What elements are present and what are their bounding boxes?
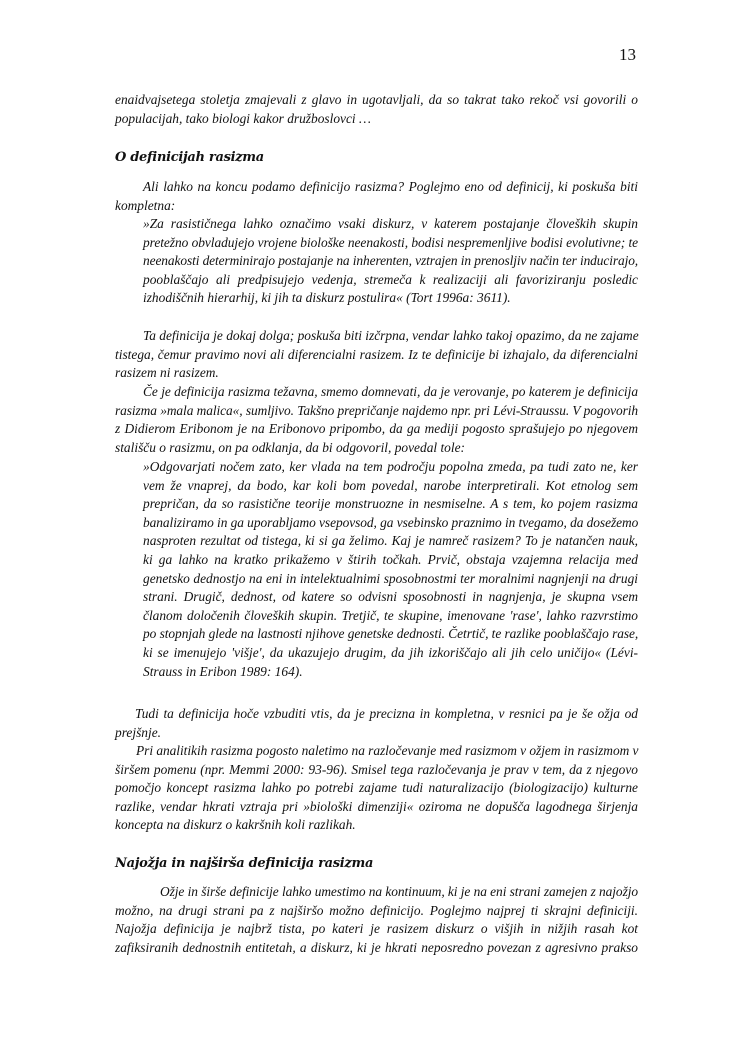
quote-line: strani. Drugič, dednost, od katere so odvisni sposobnosti in nagnjenja, je skupna vsem [143, 589, 638, 605]
paragraph-line: rasizem ni rasizem. [115, 365, 219, 381]
quote-line: Strauss in Eribon 1989: 164). [143, 663, 303, 679]
paragraph-line: razlike, vendar hkrati vztraja pri »biološki dimenziji« oziroma ne dopušča lagodnega širjenja [115, 798, 638, 814]
paragraph-line: Najožja definicija je najbrž tista, po kateri je rasizem diskurz o višjih in nižjih rasah kot [115, 921, 638, 937]
paragraph-line: rasizma »mala malica«, sumljivo. Takšno prepričanje najdemo npr. pri Lévi-Straussu. V pogovorih [115, 402, 638, 418]
quote-line: pretežno obvladujejo vrojene biološke neenakosti, bodisi nespremenljive bodisi evolutivne; te [143, 234, 639, 250]
quote-line: ki ga lahko na kratko prikažemo v štirih točkah. Prvič, obstaja vzajemna relacija med [143, 552, 638, 567]
section-heading: Najožja in najširša definicija rasizma [115, 856, 374, 871]
paragraph-line: prejšnje. [115, 724, 161, 740]
quote-line: banaliziramo in ga uporabljamo vsepovsod, ga vsebinsko praznimo in tvegamo, da dosežemo [143, 514, 639, 530]
quote-line: nasproten rezultat od tistega, ki si ga želimo. Kaj je namreč rasizem? To je natančen nauk, [143, 533, 638, 549]
paragraph-line: stališču o rasizmu, on pa odklanja, da bi odgovoril, povedal tole: [115, 439, 465, 455]
quote-line: pooblaščajo ali predpisujejo vedenja, stremeča k realizaciji ali favoriziranju posledic [143, 271, 638, 287]
paragraph-line: kompletna: [115, 197, 176, 213]
paragraph-line: z Didierom Eribonom je na Eribonovo pripombo, da ga mediji pogosto sprašujejo po njegovem [115, 421, 638, 437]
paragraph-line: Pri analitikih rasizma pogosto naletimo na razločevanje med rasizmom v ožjem in rasizmom v [136, 743, 639, 758]
quote-line: izhodiščnih hierarhij, ki jih ta diskurz postulira« (Tort 1996a: 3611). [143, 290, 511, 306]
paragraph-line: populacijah, tako biologi kakor družboslovci … [115, 110, 371, 126]
paragraph-line: koncepta na diskurz o kakršnih koli razlikah. [115, 817, 356, 833]
quote-line: genetsko dednostjo na eni in intelektualnimi sposobnostmi ter moralnimi nagnjenji na drugi [143, 570, 638, 586]
quote-line: ki se imenujejo 'višje', da ukazujejo drugim, da jih izkoriščajo ali jih celo uničijo« (Lévi- [143, 645, 638, 660]
quote-line: vem že vnaprej, da bodo, kar koli bom povedal, narobe interpretirali. Kot etnolog sem [143, 477, 638, 493]
paragraph-line: Ta definicija je dokaj dolga; poskuša biti izčrpna, vendar lahko takoj opazimo, da ne zajame [143, 328, 639, 343]
section-heading: O definicijah rasizma [115, 150, 264, 165]
paragraph-line: zafiksiranih dednostnih entitetah, a diskurz, ki je hkrati neposredno povezan z agresivno prakso [115, 939, 638, 955]
paragraph-line: Ali lahko na koncu podamo definicijo rasizma? Poglejmo eno od definicij, ki poskuša biti [143, 179, 638, 194]
paragraph-line: možno, na drugi strani pa z najširšo možno definicijo. Poglejmo najprej ti skrajni definiciji. [115, 902, 638, 918]
paragraph-line: Tudi ta definicija hoče vzbuditi vtis, da je precizna in kompletna, v resnici pa je še ožja od [135, 706, 638, 721]
paragraph-line: pomočjo koncept rasizma lahko po potrebi zajame tudi naturalizacijo (biologizacijo) kulturne [115, 780, 638, 796]
quote-line: »Odgovarjati nočem zato, ker vlada na tem področju popolna zmeda, pa tudi zato ne, ker [143, 459, 638, 474]
quote-line: po stopnjah glede na lastnosti njihove genetske dednosti. Četrtič, te razlike pooblaščajo rase, [143, 626, 639, 642]
page-number: 13 [619, 45, 636, 64]
quote-line: »Za rasističnega lahko označimo vsaki diskurz, v katerem postajanje človeških skupin [143, 216, 638, 231]
paragraph-line: tistega, čemur pravimo novi ali diferencialni rasizem. Iz te definicije bi izhajalo, da diferencialni [115, 346, 638, 362]
paragraph-line: Ožje in širše definicije lahko umestimo na kontinuum, ki je na eni strani zamejen z najožjo [160, 884, 638, 899]
quote-line: prepričan, da so rasistične teorije monstruozne in nesmiselne. A s tem, ko pojem rasizma [143, 496, 638, 512]
paragraph-line: širšem pomenu (npr. Memmi 2000: 93-96). Smisel tega razločevanja je prav v tem, da z njegovo [115, 761, 638, 777]
quote-line: neenakosti determinirajo postajanje na inherenten, vztrajen in prenosljiv način ter inducirajo, [143, 253, 639, 269]
paragraph-line: Če je definicija rasizma težavna, smemo domnevati, da je verovanje, po katerem je definicija [143, 384, 638, 399]
quote-line: članom določenih človeških skupin. Tretjič, te skupine, imenovane 'rase', lahko razvrstimo [143, 607, 638, 623]
paragraph-line: enaidvajsetega stoletja zmajevali z glavo in ugotavljali, da so takrat tako rekoč vsi govorili o [115, 92, 638, 107]
